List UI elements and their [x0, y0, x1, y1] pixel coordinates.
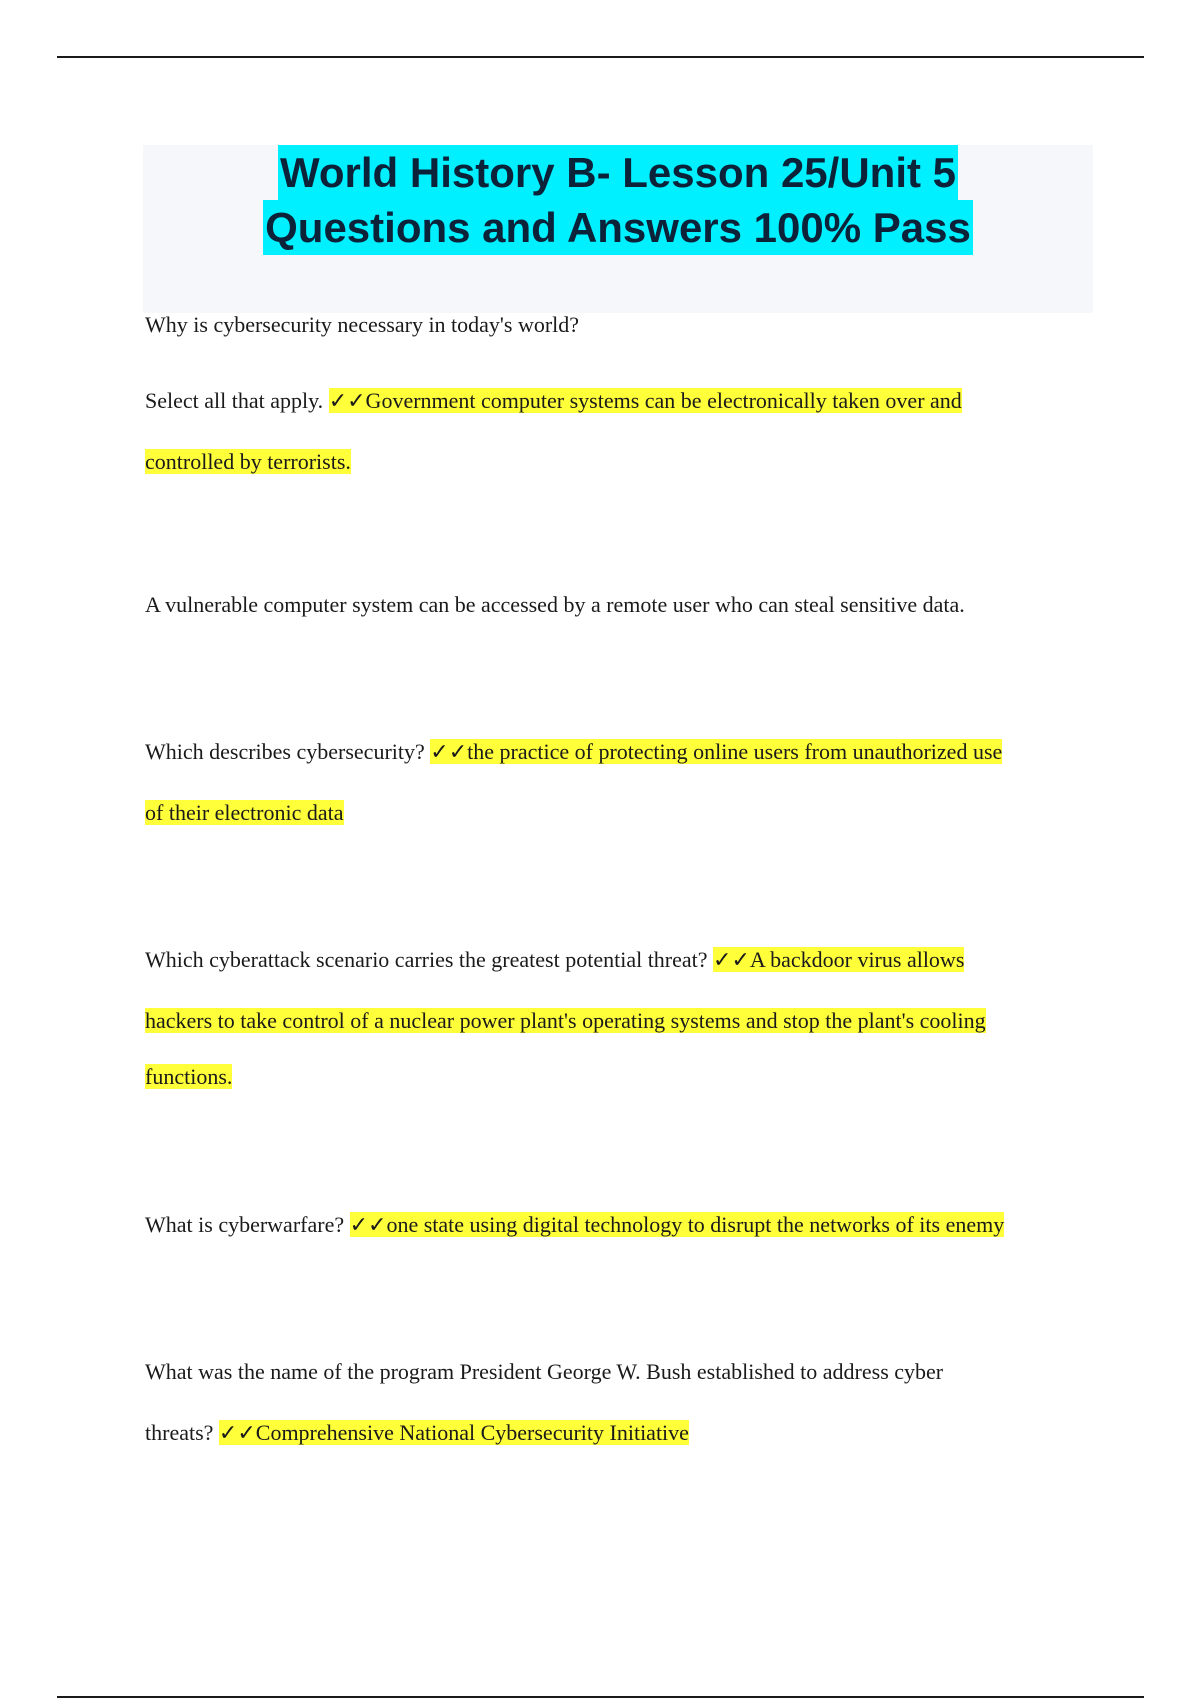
document-title-line-2: Questions and Answers 100% Pass — [263, 200, 973, 255]
answer-1-line-2-row — [145, 447, 351, 477]
question-1-sub — [145, 386, 962, 416]
question-1-extra: A vulnerable computer system can be accessed by a remote user who can steal sensitive data. — [145, 592, 965, 617]
document-title-line-1: World History B- Lesson 25/Unit 5 — [278, 145, 958, 200]
question-5 — [145, 1418, 689, 1448]
answer-3-line-2-row — [145, 1006, 986, 1036]
title-box — [143, 145, 1093, 313]
question-3-text: Which cyberattack scenario carries the greatest potential threat? — [145, 947, 714, 972]
bottom-rule — [57, 1696, 1144, 1698]
answer-2-line-2-row — [145, 798, 344, 828]
question-1-sub-text: Select all that apply. — [145, 388, 329, 413]
answer-3-line-2: hackers to take control of a nuclear power plant's operating systems and stop the plant's cooling — [145, 1008, 986, 1033]
question-5-line-2: threats? — [145, 1420, 219, 1445]
answer-3-line-3: functions. — [145, 1064, 233, 1089]
answer-1-line-2: controlled by terrorists. — [145, 449, 351, 474]
question-4 — [145, 1210, 1004, 1240]
answer-3-line-1: ✓✓A backdoor virus allows — [713, 947, 965, 972]
question-2-text: Which describes cybersecurity? — [145, 739, 431, 764]
answer-4: ✓✓one state using digital technology to disrupt the networks of its enemy — [349, 1212, 1005, 1237]
answer-2-line-2: of their electronic data — [145, 800, 344, 825]
answer-5: ✓✓Comprehensive National Cybersecurity Initiative — [218, 1420, 689, 1445]
answer-1-line-1: ✓✓Government computer systems can be electronically taken over and — [328, 388, 962, 413]
question-1: Why is cybersecurity necessary in today's world? — [145, 312, 580, 337]
question-5-line-1: What was the name of the program President George W. Bush established to address cyber — [145, 1359, 944, 1384]
answer-2-line-1: ✓✓the practice of protecting online users from unauthorized use — [430, 739, 1003, 764]
answer-3-line-3-row — [145, 1062, 232, 1092]
top-rule — [57, 56, 1144, 58]
question-3 — [145, 945, 964, 975]
question-2 — [145, 737, 1002, 767]
question-4-text: What is cyberwarfare? — [145, 1212, 350, 1237]
